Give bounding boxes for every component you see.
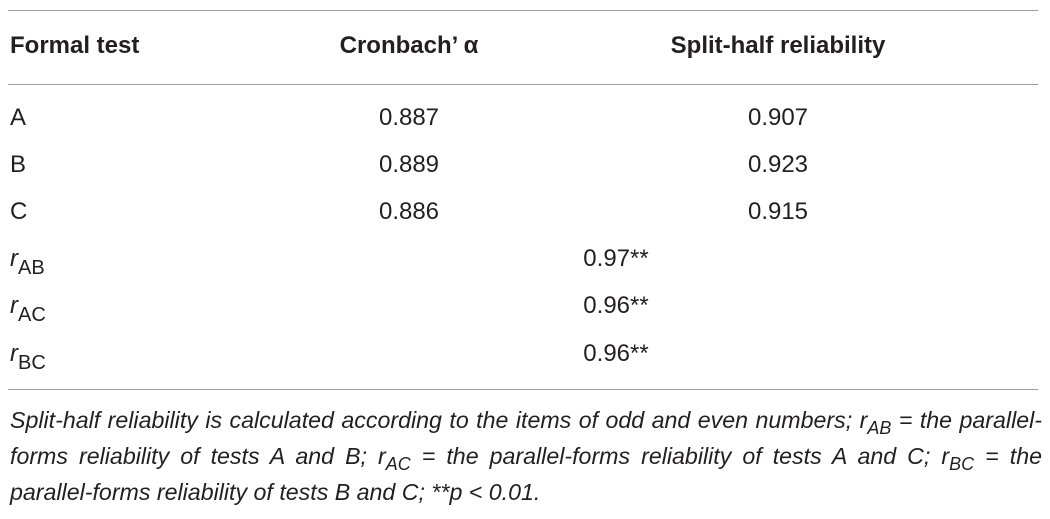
row-r-ac-value: 0.96** (583, 292, 649, 319)
row-c-alpha: 0.886 (378, 198, 440, 225)
row-r-bc-value: 0.96** (583, 340, 649, 367)
row-test-b: B (10, 151, 27, 178)
row-r-bc-label: $r_{BC}$ (10, 340, 46, 374)
header-formal-test: Formal test (10, 32, 140, 59)
row-r-ab-label: $r_{AB}$ (10, 245, 45, 279)
row-test-c: C (10, 198, 28, 225)
header-cronbach-alpha: Cronbach’ α (339, 32, 479, 59)
row-b-split-half: 0.923 (747, 151, 809, 178)
row-a-alpha: 0.887 (378, 104, 440, 131)
row-r-ab-value: 0.97** (583, 245, 649, 272)
row-test-a: A (10, 104, 27, 131)
header-rule (8, 84, 1038, 85)
row-r-ac-label: $r_{AC}$ (10, 292, 46, 326)
bottom-rule (8, 389, 1038, 390)
top-rule (8, 10, 1038, 11)
row-b-alpha: 0.889 (378, 151, 440, 178)
table-footnote: Split-half reliability is calculated according to the items of odd and even numbers; $r_{AB}$ = the parallel-forms reliability of tests A and B; $r_{AC}$ = the parallel-forms reliability of tests A and C; $r_{BC}$ = the parallel-forms reliability of tests B and C; **p < 0.01. (10, 407, 1042, 505)
row-c-split-half: 0.915 (747, 198, 809, 225)
row-a-split-half: 0.907 (747, 104, 809, 131)
header-split-half: Split-half reliability (670, 32, 886, 59)
